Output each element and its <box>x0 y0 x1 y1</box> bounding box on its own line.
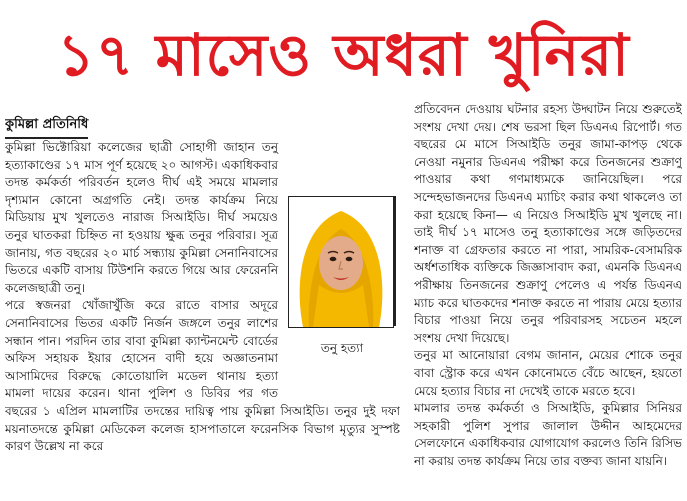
right-column <box>414 101 682 501</box>
headline: ১৭ মাসেও অধরা খুনিরা <box>57 21 630 89</box>
left-paragraph-2: পরে স্বজনরা খোঁজাখুঁজি করে রাতে বাসার অদূরে সেনানিবাসের ভিতর একটি নির্জন জঙ্গলে তনুর লাশের সন্ধান পান। পরদিন তার বাবা কুমিল্লা ক্যান্টনমেন্ট বোর্ডের অফিস সহায়ক ইয়ার হোসেন বাদী হয়ে অজ্ঞাতনামা আসামিদের বিরুদ্ধে কোতোয়ালি মডেল থানায় হত্যা মামলা দায়ের করেন। থানা পুলিশ ও ডিবির পর গত বছরের ১ এপ্রিল মামলাটির তদন্তের দায়িত্ব পায় কুমিল্লা সিআইডি। তনুর দুই দফা ময়নাতদন্তে কুমিল্লা মেডিকেল কলেজ হাসপাতালে ফরেনসিক বিভাগ মৃত্যুর সুস্পষ্ট কারণ উল্লেখ না করে <box>5 298 400 454</box>
photo-divider <box>394 196 396 326</box>
right-paragraph-3: মামলার তদন্ত কর্মকর্তা ও সিআইডি, কুমিল্লার সিনিয়র সহকারী পুলিশ সুপার জালাল উদ্দীন আহমেদের সেলফোনে একাধিকবার যোগাযোগ করলেও তিনি রিসিভ না করায় তদন্ত কার্যক্রম নিয়ে তার বক্তব্য জানা যায়নি। <box>414 401 682 468</box>
byline: কুমিল্লা প্রতিনিধি <box>5 116 88 139</box>
right-paragraph-2: তনুর মা আনোয়ারা বেগম জানান, মেয়ের শোকে তনুর বাবা স্ট্রোক করে এখন কোনোমতে বেঁচে আছেন, হয়তো মেয়ে হত্যার বিচার না দেখেই তাকে মরতে হবে। <box>414 348 682 398</box>
right-paragraph-1: প্রতিবেদন দেওয়ায় ঘটনার রহস্য উদ্ঘাটন নিয়ে শুরুতেই সংশয় দেখা দেয়। শেষ ভরসা ছিল ডিএনএ রিপোর্ট। গত বছরের মে মাসে সিআইডি তনুর জামা-কাপড় থেকে নেওয়া নমুনার ডিএনএ পরীক্ষা করে তিনজনের শুক্রাণু পাওয়ার কথা গণমাধ্যমকে জানিয়েছিল। পরে সন্দেহভাজনদের ডিএনএ ম্যাচিং করার কথা থাকলেও তা করা হয়েছে কিনা— এ নিয়েও সিআইডি মুখ খুলছে না। তাই দীর্ঘ ১৭ মাসেও তনু হত্যাকাণ্ডের সঙ্গে জড়িতদের শনাক্ত বা গ্রেফতার করতে না পারা, সামরিক-বেসামরিক অর্ধশতাধিক ব্যক্তিকে জিজ্ঞাসাবাদ করা, এমনকি ডিএনএ পরীক্ষায় তিনজনের শুক্রাণু পেলেও এ পর্যন্ত ডিএনএ ম্যাচ করে ঘাতকদের শনাক্ত করতে না পারায় মেয়ে হত্যার বিচার পাওয়া নিয়ে তনুর পরিবারসহ সচেতন মহলে সংশয় দেখা দিয়েছে। <box>414 102 682 345</box>
portrait-photo <box>288 196 394 328</box>
portrait-image <box>289 197 393 327</box>
left-paragraph-1: কুমিল্লা ভিক্টোরিয়া কলেজের ছাত্রী সোহাগী জাহান তনু হত্যাকাণ্ডের ১৭ মাস পূর্ণ হয়েছে ২০ আগস্ট। একাধিকবার তদন্ত কর্মকর্তা পরিবর্তন হলেও দীর্ঘ এই সময়ে মামলার দৃশ্যমান কোনো অগ্রগতি নেই। তদন্ত কার্যক্রম নিয়ে মিডিয়ায় মুখ খুলতেও নারাজ সিআইডি। দীর্ঘ সময়েও তনুর ঘাতকরা চিহ্নিত না হওয়ায় ক্ষুব্ধ তনুর পরিবার। সূত্র জানায়, গত বছরের ২০ মার্চ সন্ধ্যায় কুমিল্লা সেনানিবাসের ভিতরে একটি বাসায় টিউশনি করতে গিয়ে আর ফেরেননি কলেজছাত্রী তনু। <box>5 140 278 295</box>
photo-caption: তনু হত্যা <box>320 341 364 355</box>
